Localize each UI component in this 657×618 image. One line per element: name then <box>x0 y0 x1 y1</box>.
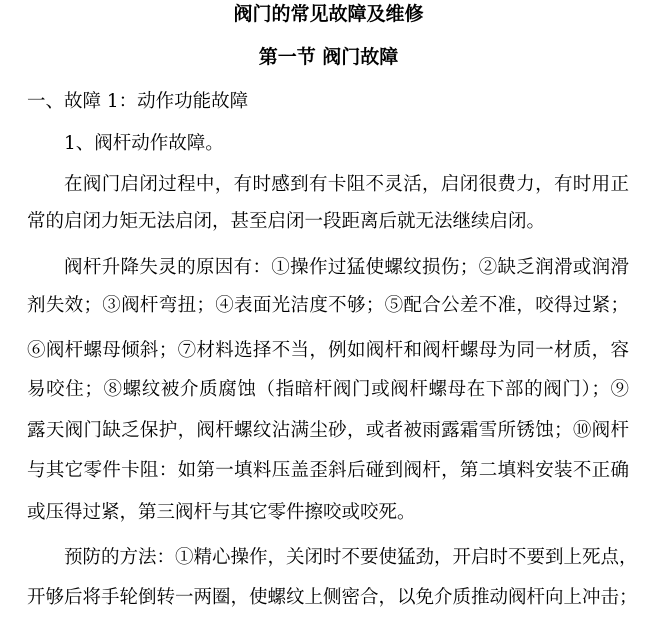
paragraph-2-line: 与其它零件卡阻：如第一填料压盖歪斜后碰到阀杆，第二填料安装不正确 <box>27 460 629 481</box>
paragraph-2-line: 阀杆升降失灵的原因有：①操作过猛使螺纹损伤；②缺乏润滑或润滑 <box>64 257 629 278</box>
paragraph-2-line: 易咬住；⑧螺纹被介质腐蚀（指暗杆阀门或阀杆螺母在下部的阀门）；⑨ <box>27 379 629 400</box>
paragraph-2-line: 或压得过紧，第三阀杆与其它零件擦咬或咬死。 <box>27 502 416 523</box>
paragraph-2-line: 露天阀门缺乏保护，阀杆螺纹沾满尘砂，或者被雨露霜雪所锈蚀；⑩阀杆 <box>27 420 629 441</box>
heading-fault-1: 一、故障 1：动作功能故障 <box>27 91 249 112</box>
section-title: 第一节 阀门故障 <box>258 46 399 68</box>
paragraph-3-line: 预防的方法：①精心操作，关闭时不要使猛劲，开启时不要到上死点， <box>64 547 638 568</box>
paragraph-3-line: 开够后将手轮倒转一两圈，使螺纹上侧密合，以免介质推动阀杆向上冲击； <box>27 587 638 608</box>
paragraph-1-line: 在阀门启闭过程中，有时感到有卡阻不灵活，启闭很费力，有时用正 <box>64 174 629 195</box>
paragraph-2-line: ⑥阀杆螺母倾斜；⑦材料选择不当，例如阀杆和阀杆螺母为同一材质，容 <box>27 340 629 361</box>
heading-stem-fault: 1、阀杆动作故障。 <box>64 133 224 154</box>
document-title: 阀门的常见故障及维修 <box>233 3 424 25</box>
paragraph-2-line: 剂失效；③阀杆弯扭；④表面光洁度不够；⑤配合公差不准，咬得过紧； <box>27 295 629 316</box>
paragraph-1-line: 常的启闭力矩无法启闭，甚至启闭一段距离后就无法继续启闭。 <box>27 211 546 232</box>
